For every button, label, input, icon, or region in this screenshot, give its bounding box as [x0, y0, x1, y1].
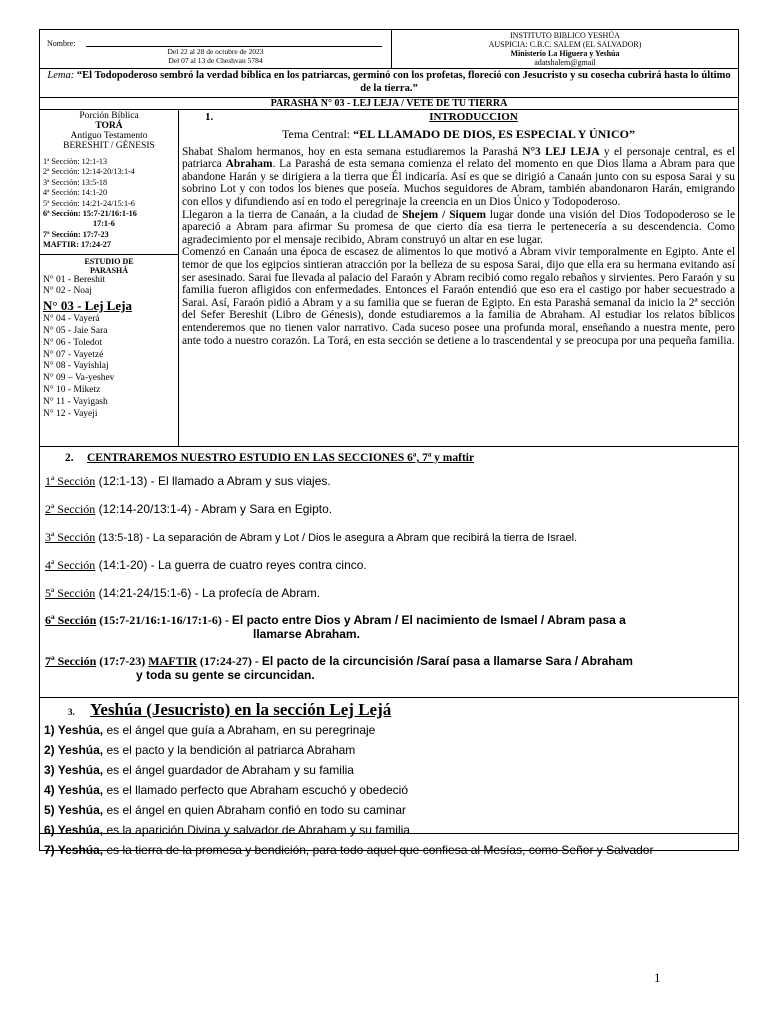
seccion-item: 17:1-6: [93, 219, 115, 229]
header-right: [392, 30, 738, 68]
section-text: (12:14-20/13:1-4) - Abram y Sara en Egipto.: [95, 502, 333, 516]
parasha-item: N° 01 - Bereshit: [43, 274, 106, 285]
section-text: El pacto entre Dios y Abram / El nacimiento de Ismael / Abram pasa a: [231, 613, 626, 627]
yeshua-title: Yeshúa (Jesucristo) en la sección Lej Lejá: [90, 700, 392, 719]
sections-box: [39, 447, 739, 698]
section-label: 7ª Sección: [45, 654, 97, 668]
header-dates: [40, 47, 391, 65]
section-text: llamarse Abraham.: [253, 627, 360, 641]
porcion-label: Porción Bíblica: [79, 111, 139, 121]
porcion-biblica: [40, 110, 178, 151]
section-4: [45, 558, 367, 573]
seccion-item: 3ª Sección: 13:5-18: [43, 177, 108, 187]
text-run-bold: Shejem / Siquem: [402, 208, 486, 221]
yeshua-item-lead: 6) Yeshúa,: [44, 823, 104, 837]
tema-label: Tema Central:: [282, 127, 354, 141]
lema: [39, 69, 739, 98]
seccion-item: 7ª Sección: 17:7-23: [43, 229, 109, 239]
intro-paragraph-3: Comenzó en Canaán una época de escasez de alimentos lo que motivó a Abram vivir temporalmente en Egipto. Ante el temor de que los egipcios sintieran atracción por la belleza de su esposa Sarai, dijo que ella era su hermana evitando así ser asesinado. Sarai fue llevada al palacio del Faraón y Abram recibió como regalo rebaños y sirvientes. Pero Faraón y su familia fueron afligidos con enfermedades. Entonces el Faraón entendió que eso era el castigo por haber secuestrado a Sarai. Así, Faraón pidió a Abram y a su familia que se fueran de Egipto. En esta Parashá semanal da inicio la 2ª sección del Sefer Bereshit (Libro de Génesis), donde estudiaremos a la familia de Abraham. Al estudiar los relatos bíblicos entenderemos que no tienen valor narrativo. Cada suceso posee una profunda moral, enseñando a nuestra mente, pero ante todo a nuestro corazón. La Torá, en esta sección se detiene a lo trascendental y se preocupa por una pequeña familia.: [182, 246, 735, 347]
yeshua-item: [44, 800, 738, 820]
yeshua-item: [44, 720, 738, 740]
section-2: [45, 502, 332, 517]
section-label: 6ª Sección: [45, 613, 97, 627]
text-run: lugar donde una visión del Dios Todopoderoso se le apareció a Abram para afirmar Su promesa de que cierto día esa tierra le pertenecería a su descendencia. Como agradecimiento por el mensaje recibido, Abram construyó un altar en ese lugar.: [182, 208, 736, 246]
yeshua-item: [44, 780, 738, 800]
section-7: [45, 654, 633, 682]
section-text: (14:1-20) - La guerra de cuatro reyes contra cinco.: [95, 558, 367, 572]
yeshua-item: [44, 760, 738, 780]
section-5: [45, 586, 320, 601]
estudio-heading-line: PARASHÁ: [89, 265, 129, 275]
section-ref: (17:7-23): [96, 654, 149, 668]
document-page: [39, 29, 739, 857]
yeshua-item-lead: 2) Yeshúa,: [44, 743, 104, 757]
section-text: (14:21-24/15:1-6) - La profecía de Abram.: [95, 586, 321, 600]
seccion-item: MAFTIR: 17:24-27: [43, 240, 111, 250]
text-run-bold: Abraham: [225, 158, 273, 171]
estudio-heading-line: ESTUDIO DE: [84, 256, 134, 266]
parasha-item: N° 04 - Vayerá: [43, 314, 100, 325]
tema-text: “EL LLAMADO DE DIOS, ES ESPECIAL Y ÚNICO”: [353, 127, 635, 141]
yeshua-item-text: es el pacto y la bendición al patriarca Abraham: [103, 743, 356, 757]
section-text: (12:1-13) - El llamado a Abram y sus viajes.: [95, 474, 331, 488]
ministerio: Ministerio La Higuera y Yeshúa: [510, 49, 620, 58]
nombre-label: Nombre:: [47, 39, 76, 48]
tema-central: [182, 128, 735, 141]
yeshua-item: [44, 740, 738, 760]
parasha-item: N° 10 - Miketz: [43, 385, 101, 396]
parasha-item: N° 02 - Noaj: [43, 286, 92, 297]
seccion-item: 2ª Sección: 12:14-20/13:1-4: [43, 167, 135, 177]
yeshua-item-text: es la tierra de la promesa y bendición, para todo aquel que confiesa al Mesías, como Señor y Salvador: [103, 843, 654, 857]
auspicia: AUSPICIA: C.B.C. SALEM (EL SALVADOR): [488, 40, 642, 49]
yeshua-item-lead: 4) Yeshúa,: [44, 783, 104, 797]
intro-number: 1.: [205, 111, 214, 123]
tora-label: TORÁ: [95, 121, 123, 131]
yeshua-item-text: es el ángel que guía a Abraham, en su peregrinaje: [103, 723, 376, 737]
parasha-item: N° 08 - Vayishlaj: [43, 361, 109, 372]
section-ref: (15:7-21/16:1-16/17:1-6) -: [96, 613, 232, 627]
header-left: [40, 30, 392, 68]
section-ref: (17:24-27) -: [196, 654, 262, 668]
intro-title: INTRODUCCION: [429, 111, 518, 123]
intro-heading: [182, 111, 735, 124]
libro-label: BERESHIT / GÉNESIS: [63, 141, 155, 151]
yeshua-box: [39, 698, 739, 857]
section-1: [45, 474, 331, 489]
yeshua-item-lead: 1) Yeshúa,: [44, 723, 104, 737]
section-text: (13:5-18) - La separación de Abram y Lot / Dios le asegura a Abram que recibirá la tierra de Israel.: [95, 532, 578, 544]
section-label: 3ª Sección: [45, 530, 96, 544]
text-run: Llegaron a la tierra de Canaán, a la ciudad de: [182, 208, 403, 221]
section-label: 5ª Sección: [45, 586, 96, 600]
page-number: 1: [654, 970, 661, 985]
parasha-item: N° 12 - Vayeji: [43, 408, 98, 419]
sections-heading: [65, 452, 738, 464]
lema-text: “El Todopoderoso sembró la verdad bíblica en los patriarcas, germinó con los profetas, floreció con Jesucristo y su cosecha cubrirá hasta lo último de la tierra.”: [76, 70, 731, 94]
section-label: 4ª Sección: [45, 558, 96, 572]
parasha-item: N° 06 - Toledot: [43, 337, 103, 348]
sections-number: 2.: [65, 452, 74, 464]
section-label: 1ª Sección: [45, 474, 96, 488]
estudio-heading: [40, 255, 178, 275]
section-text: El pacto de la circuncisión /Saraí pasa a llamarse Sara / Abraham: [261, 654, 633, 668]
yeshua-item-text: es el llamado perfecto que Abraham escuchó y obedeció: [103, 783, 409, 797]
section-6: [45, 613, 626, 641]
yeshua-heading: [68, 700, 738, 720]
parasha-item: N° 11 - Vayigash: [43, 396, 108, 407]
section-label: 2ª Sección: [45, 502, 96, 516]
yeshua-item-lead: 3) Yeshúa,: [44, 763, 104, 777]
yeshua-item-lead: 7) Yeshúa,: [44, 843, 104, 857]
seccion-item: 6ª Sección: 15:7-21/16:1-16: [43, 209, 137, 219]
dates-gregorian: Del 22 al 28 de octubre de 2023: [167, 47, 264, 56]
section-text: y toda su gente se circuncidan.: [136, 668, 315, 682]
seccion-item: 4ª Sección: 14:1-20: [43, 188, 108, 198]
header: [39, 29, 739, 69]
maftir-label: MAFTIR: [148, 654, 197, 668]
estudio-parasha: [40, 254, 178, 421]
yeshua-item-lead: 5) Yeshúa,: [44, 803, 104, 817]
intro-row: [39, 110, 739, 447]
parasha-item: N° 05 - Jaie Sara: [43, 326, 108, 337]
parasha-title: PARASHÁ N° 03 - LEJ LEJA / VETE DE TU TIERRA: [39, 98, 739, 110]
section-3: [45, 530, 577, 545]
text-run-bold: N°3 LEJ LEJA: [522, 145, 600, 158]
antiguo-label: Antiguo Testamento: [70, 131, 148, 141]
yeshua-item-text: es el ángel guardador de Abraham y su familia: [103, 763, 354, 777]
intro-paragraph-1: [182, 146, 735, 209]
yeshua-number: 3.: [68, 707, 75, 717]
yeshua-item: [44, 840, 738, 860]
seccion-item: 1ª Sección: 12:1-13: [43, 157, 108, 166]
lema-label: Lema:: [47, 70, 75, 81]
secciones-list: [40, 151, 178, 251]
text-run: y el personaje central, es el patriarca: [182, 145, 735, 171]
parasha-item: N° 09 – Va-yeshev: [43, 373, 115, 384]
text-run: . La Parashá de esta semana comienza el relato del momento en que Dios llama a Abram para que abandone Harán y se dirigiera a la tierra que Él indicaría. Así es que se dirigió a Canaán junto con su esposa Sarai y su sobrino Lot y con todos los bienes que poseía. Muchos seguidores de Abram, también abandonaron Harán, emigrando con ellos y difundiendo así en todo el peregrinaje la creencia en un Dios Único y Todopoderoso.: [182, 158, 735, 208]
seccion-item: 5ª Sección: 14:21-24/15:1-6: [43, 198, 135, 208]
parashot-list: [40, 275, 178, 421]
parasha-item-current: N° 03 - Lej Leja: [43, 298, 132, 314]
yeshua-item-text: es la aparición Divina y salvador de Abraham y su familia: [103, 823, 410, 837]
yeshua-item-text: es el ángel en quien Abraham confió en todo su caminar: [103, 803, 407, 817]
text-run: Shabat Shalom hermanos, hoy en esta semana estudiaremos la Parashá: [182, 145, 523, 158]
left-column: [40, 110, 179, 446]
institute-name: INSTITUTO BIBLICO YESHÚA: [510, 31, 620, 40]
intro-paragraph-2: [182, 209, 735, 247]
sections-title: CENTRAREMOS NUESTRO ESTUDIO EN LAS SECCIONES 6ª, 7ª y maftir: [87, 452, 475, 464]
intro-column: [179, 110, 738, 446]
parasha-item: N° 07 - Vayetzé: [43, 349, 104, 360]
dates-hebrew: Del 07 al 13 de Cheshvan 5784: [168, 56, 263, 65]
email: adatshalem@gmail: [534, 58, 596, 67]
